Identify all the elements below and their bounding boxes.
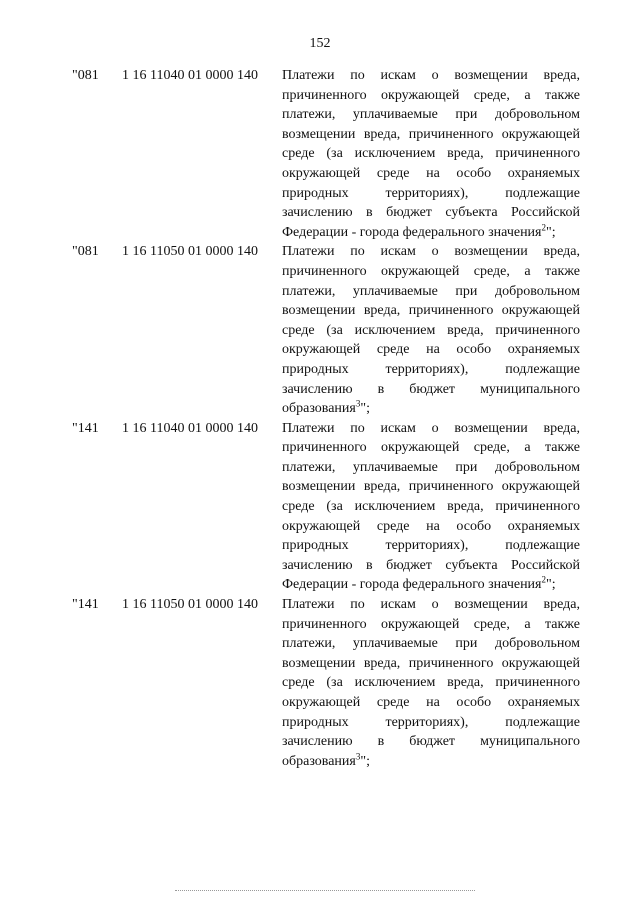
footnote-mark: 2 [541, 222, 546, 233]
footnote-mark: 2 [541, 574, 546, 585]
code-entry [72, 242, 592, 418]
description-text: Платежи по искам о возмещении вреда, причиненного окружающей среде, а также платежи, уплачиваемые при добровольном возмещении вреда, причиненного окружающей среде (за исключением вреда, причиненного окружающей среде на особо охраняемых природных территориях), подлежащие зачислению в бюджет муниципального образования [282, 597, 580, 769]
entry-description [282, 419, 580, 595]
entry-description [282, 242, 580, 418]
budget-code-list [72, 66, 592, 771]
description-text: Платежи по искам о возмещении вреда, причиненного окружающей среде, а также платежи, уплачиваемые при добровольном возмещении вреда, причиненного окружающей среде (за исключением вреда, причиненного окружающей среде на особо охраняемых природных территориях), подлежащие зачислению в бюджет муниципального образования [282, 244, 580, 417]
budget-classification-code: 1 16 11040 01 0000 140 [122, 68, 258, 83]
footnote-mark: 3 [355, 751, 361, 762]
entry-ending: "; [360, 401, 370, 417]
footnote-mark: 3 [355, 398, 361, 409]
description-text: Платежи по искам о возмещении вреда, причиненного окружающей среде, а также платежи, уплачиваемые при добровольном возмещении вреда, причиненного окружающей среде (за исключением вреда, причиненного окружающей среде на особо охраняемых природных территориях), подлежащие зачислению в бюджет субъекта Российской Федерации - города федерального значения [282, 420, 580, 593]
scan-edge-line [175, 890, 475, 892]
code-entry [72, 66, 592, 242]
code-entry [72, 419, 592, 595]
entry-description [282, 595, 580, 771]
page-number: 152 [309, 36, 331, 51]
administrator-code: "081 [72, 244, 99, 260]
entry-ending: "; [546, 577, 556, 593]
administrator-code: "081 [72, 68, 99, 83]
code-entry [72, 595, 592, 771]
administrator-code: "141 [72, 420, 99, 436]
description-text: Платежи по искам о возмещении вреда, причиненного окружающей среде, а также платежи, уплачиваемые при добровольном возмещении вреда, причиненного окружающей среде (за исключением вреда, причиненного окружающей среде на особо охраняемых природных территориях), подлежащие зачислению в бюджет субъекта Российской Федерации - города федерального значения [282, 68, 580, 240]
entry-ending: "; [546, 224, 556, 240]
budget-classification-code: 1 16 11040 01 0000 140 [122, 420, 258, 436]
administrator-code: "141 [72, 597, 99, 613]
budget-classification-code: 1 16 11050 01 0000 140 [122, 244, 258, 260]
budget-classification-code: 1 16 11050 01 0000 140 [122, 597, 258, 613]
entry-description [282, 66, 580, 242]
entry-ending: "; [360, 753, 370, 769]
